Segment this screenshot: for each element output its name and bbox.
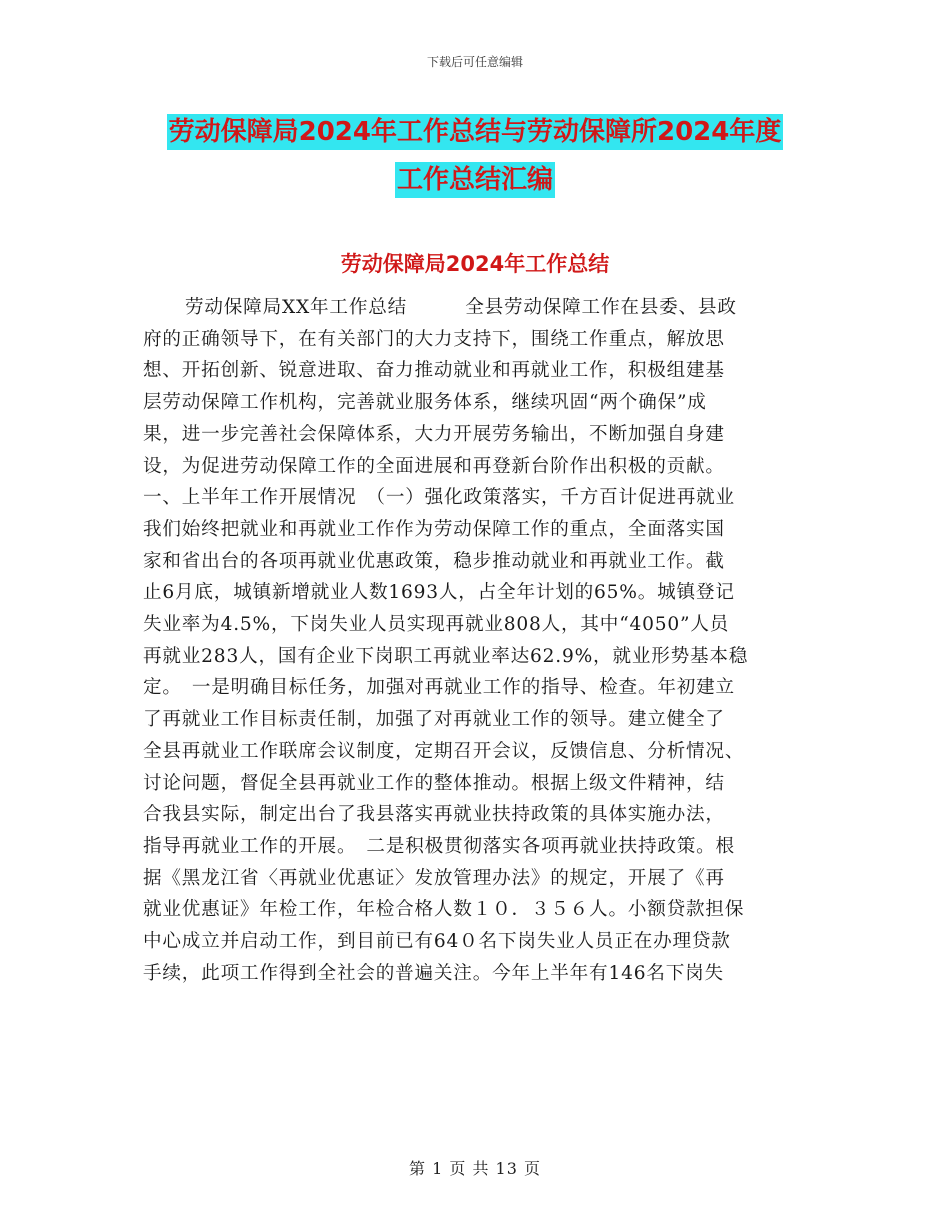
text-line: 中心成立并启动工作，到目前已有64０名下岗失业人员正在办理贷款 <box>143 931 731 953</box>
text-line: 全县再就业工作联席会议制度，定期召开会议，反馈信息、分析情况、 <box>143 740 745 762</box>
text-line: 指导再就业工作的开展。 二是积极贯彻落实各项再就业扶持政策。根 <box>143 835 735 857</box>
text-line: 一、上半年工作开展情况 （一）强化政策落实，千方百计促进再就业 <box>143 487 735 509</box>
text-line: 据《黑龙江省〈再就业优惠证〉发放管理办法》的规定，开展了《再 <box>143 867 725 889</box>
text-line: 果，进一步完善社会保障体系，大力开展劳务输出，不断加强自身建 <box>143 423 725 445</box>
text-line: 府的正确领导下，在有关部门的大力支持下，围绕工作重点，解放思 <box>143 328 725 350</box>
text-line: 讨论问题，督促全县再就业工作的整体推动。根据上级文件精神，结 <box>143 772 725 794</box>
body-paragraph <box>143 292 803 989</box>
text-line: 再就业283人，国有企业下岗职工再就业率达62.9%，就业形势基本稳 <box>143 645 749 667</box>
text-line: 止6月底，城镇新增就业人数1693人，占全年计划的65%。城镇登记 <box>143 582 735 604</box>
text-line: 层劳动保障工作机构，完善就业服务体系，继续巩固“两个确保”成 <box>143 392 707 414</box>
text-line: 我们始终把就业和再就业工作作为劳动保障工作的重点，全面落实国 <box>143 518 725 540</box>
section-title: 劳动保障局2024年工作总结 <box>340 252 610 276</box>
title-line-1: 劳动保障局2024年工作总结与劳动保障所2024年度 <box>167 114 784 150</box>
text-line: 定。 一是明确目标任务，加强对再就业工作的指导、检查。年初建立 <box>143 677 735 699</box>
text-line: 手续，此项工作得到全社会的普遍关注。今年上半年有146名下岗失 <box>143 962 724 984</box>
title-line-2: 工作总结汇编 <box>395 162 555 198</box>
text-line: 合我县实际，制定出台了我县落实再就业扶持政策的具体实施办法， <box>143 804 725 826</box>
header-note: 下载后可任意编辑 <box>426 55 523 69</box>
text-line: 就业优惠证》年检工作，年检合格人数１０．３５６人。小额贷款担保 <box>143 899 745 921</box>
text-line: 家和省出台的各项再就业优惠政策，稳步推动就业和再就业工作。截 <box>143 550 725 572</box>
document-title <box>150 108 800 204</box>
page-footer: 第 1 页 共 13 页 <box>409 1159 541 1178</box>
text-line: 劳动保障局XX年工作总结 全县劳动保障工作在县委、县政 <box>185 297 737 318</box>
text-line: 了再就业工作目标责任制，加强了对再就业工作的领导。建立健全了 <box>143 709 725 731</box>
text-line: 想、开拓创新、锐意进取、奋力推动就业和再就业工作，积极组建基 <box>143 360 725 382</box>
text-line: 失业率为4.5%，下岗失业人员实现再就业808人，其中“4050”人员 <box>143 614 730 636</box>
text-line: 设，为促进劳动保障工作的全面进展和再登新台阶作出积极的贡献。 <box>143 455 725 477</box>
